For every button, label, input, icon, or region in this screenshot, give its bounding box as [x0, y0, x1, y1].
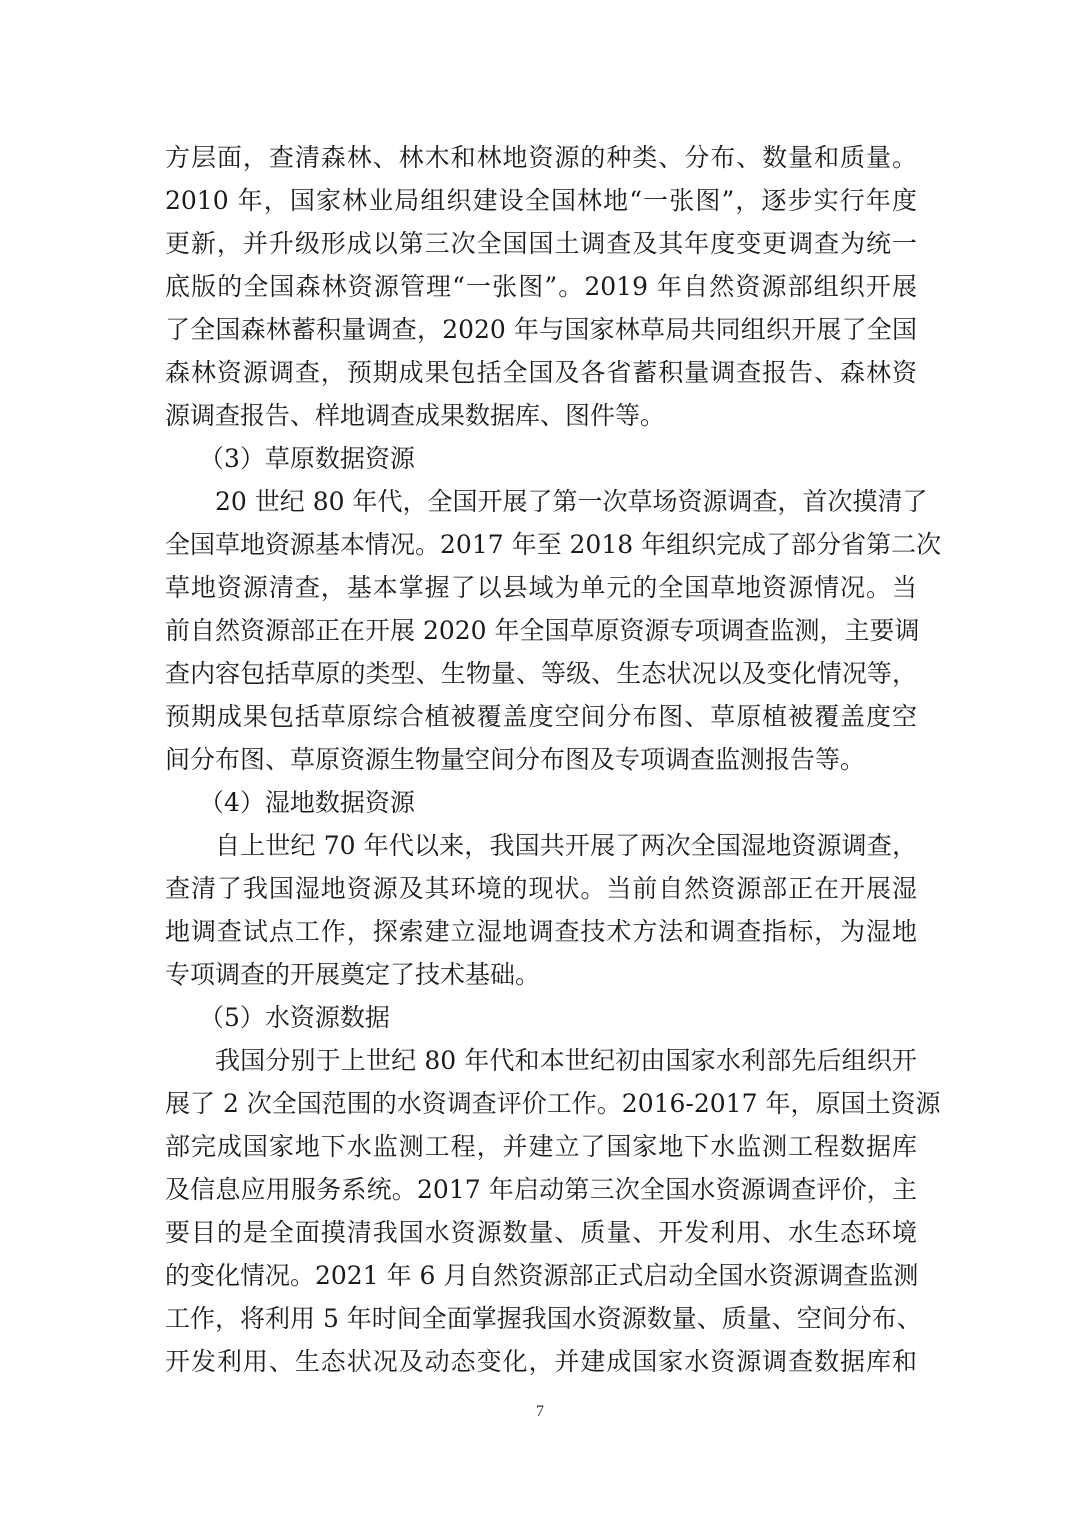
text-line: 草地资源清查，基本掌握了以县域为单元的全国草地资源情况。当 — [165, 573, 917, 602]
section-water — [165, 996, 941, 1383]
text-line: 的变化情况。2021 年 6 月自然资源部正式启动全国水资源调查监测 — [165, 1261, 919, 1290]
text-line: 预期成果包括草原综合植被覆盖度空间分布图、草原植被覆盖度空 — [165, 702, 917, 731]
section-heading: （4）湿地数据资源 — [199, 788, 415, 817]
text-line: 部完成国家地下水监测工程，并建立了国家地下水监测工程数据库 — [165, 1132, 917, 1161]
text-line: 全国草地资源基本情况。2017 年至 2018 年组织完成了部分省第二次 — [165, 530, 942, 559]
text-line: 及信息应用服务系统。2017 年启动第三次全国水资源调查评价，主 — [165, 1175, 917, 1204]
page-number: 7 — [536, 1403, 544, 1420]
text-line: 方层面，查清森林、林木和林地资源的种类、分布、数量和质量。 — [165, 143, 917, 172]
text-line: 底版的全国森林资源管理“一张图”。2019 年自然资源部组织开展 — [165, 272, 917, 301]
text-line: 查内容包括草原的类型、生物量、等级、生态状况以及变化情况等， — [165, 659, 917, 688]
text-line: 更新，并升级形成以第三次全国国土调查及其年度变更调查为统一 — [165, 229, 917, 258]
section-heading: （5）水资源数据 — [199, 1003, 390, 1032]
text-line: 自上世纪 70 年代以来，我国共开展了两次全国湿地资源调查， — [215, 831, 917, 860]
text-line: 间分布图、草原资源生物量空间分布图及专项调查监测报告等。 — [165, 745, 866, 774]
text-line: 了全国森林蓄积量调查，2020 年与国家林草局共同组织开展了全国 — [165, 315, 917, 344]
text-line: 开发利用、生态状况及动态变化，并建成国家水资源调查数据库和 — [165, 1347, 917, 1376]
text-line: 2010 年，国家林业局组织建设全国林地“一张图”，逐步实行年度 — [165, 186, 917, 215]
text-line: 展了 2 次全国范围的水资调查评价工作。2016-2017 年，原国土资源 — [165, 1089, 941, 1118]
text-line: 我国分别于上世纪 80 年代和本世纪初由国家水利部先后组织开 — [215, 1046, 917, 1075]
document-body — [165, 136, 942, 1383]
text-line: 专项调查的开展奠定了技术基础。 — [165, 960, 541, 989]
section-grassland — [165, 437, 942, 781]
section-heading: （3）草原数据资源 — [199, 444, 415, 473]
text-line: 20 世纪 80 年代，全国开展了第一次草场资源调查，首次摸清了 — [215, 487, 928, 516]
section-wetland — [165, 781, 917, 996]
text-line: 前自然资源部正在开展 2020 年全国草原资源专项调查监测，主要调 — [165, 616, 920, 645]
text-line: 地调查试点工作，探索建立湿地调查技术方法和调查指标，为湿地 — [165, 917, 917, 946]
text-line: 查清了我国湿地资源及其环境的现状。当前自然资源部正在开展湿 — [165, 874, 917, 903]
text-line: 源调查报告、样地调查成果数据库、图件等。 — [165, 401, 666, 430]
text-line: 森林资源调查，预期成果包括全国及各省蓄积量调查报告、森林资 — [165, 358, 917, 387]
text-line: 要目的是全面摸清我国水资源数量、质量、开发利用、水生态环境 — [165, 1218, 917, 1247]
paragraph-forest — [165, 136, 917, 437]
text-line: 工作，将利用 5 年时间全面掌握我国水资源数量、质量、空间分布、 — [165, 1304, 922, 1333]
